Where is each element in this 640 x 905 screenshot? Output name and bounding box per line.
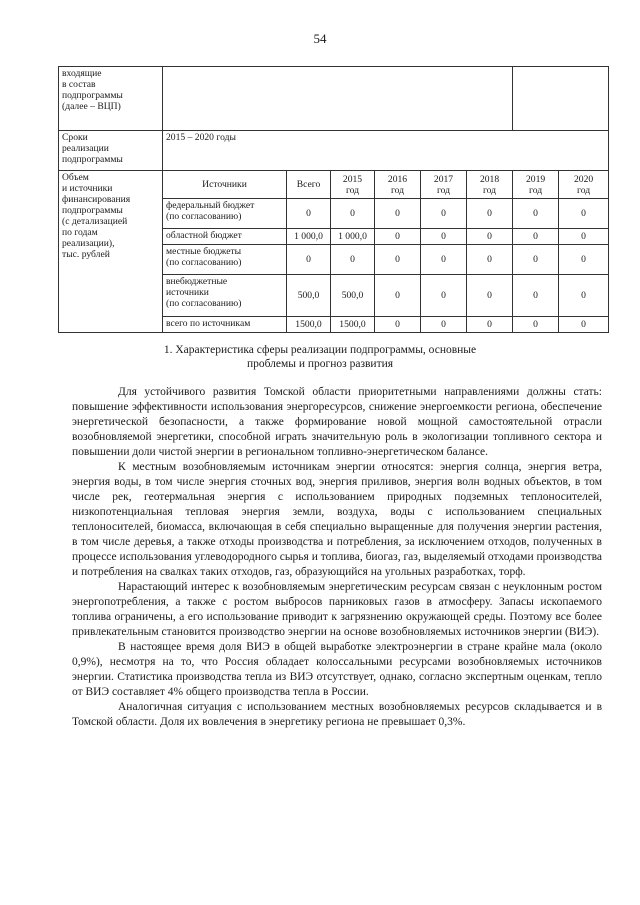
- header-sources: Источники: [163, 171, 287, 199]
- table-cell: 0: [559, 275, 609, 317]
- table-cell: 1 000,0: [331, 229, 375, 245]
- table-cell: 0: [559, 317, 609, 333]
- table-cell: 0: [287, 199, 331, 229]
- page-number: 54: [313, 31, 327, 46]
- source-label: местные бюджеты (по согласованию): [163, 245, 287, 275]
- table-row-included: [59, 67, 609, 131]
- table-cell: 0: [331, 245, 375, 275]
- table-cell: 1 000,0: [287, 229, 331, 245]
- header-year: 2017 год: [421, 171, 467, 199]
- table-cell: 0: [421, 275, 467, 317]
- value-included: [163, 67, 513, 131]
- header-year: 2015 год: [331, 171, 375, 199]
- table-cell: 0: [375, 317, 421, 333]
- table-cell: 0: [467, 275, 513, 317]
- table-cell: 0: [559, 229, 609, 245]
- paragraph: Аналогичная ситуация с использованием местных возобновляемых ресурсов складывается и в Томской области. Доля их вовлечения в энергетику региона не превышает 0,3%.: [72, 701, 602, 728]
- table-cell: 0: [513, 275, 559, 317]
- source-label: внебюджетные источники (по согласованию): [163, 275, 287, 317]
- value-included-extra: [513, 67, 609, 131]
- table-cell: 0: [467, 245, 513, 275]
- header-year: 2019 год: [513, 171, 559, 199]
- table-cell: 0: [375, 245, 421, 275]
- table-cell: 0: [375, 275, 421, 317]
- table-cell: 0: [421, 317, 467, 333]
- paragraph: Для устойчивого развития Томской области приоритетными направлениями должны стать: повышение эффективности использования энергоресурсов, снижение энергоемкости региона, обеспечение энергетической безопасности, а также формирование новой мощной самостоятельной отрасли возобновляемой энергетики, способной играть значительную роль в экологизации топливного сектора и повышении доли чистой энергии в региональном топливно-энергетическом балансе.: [72, 386, 602, 458]
- label-funding: Объем и источники финансирования подпрограммы (с детализацией по годам реализации), тыс. рублей: [59, 171, 163, 333]
- table-cell: 1500,0: [331, 317, 375, 333]
- table-cell: 0: [513, 317, 559, 333]
- header-year: 2018 год: [467, 171, 513, 199]
- header-year: 2020 год: [559, 171, 609, 199]
- table-cell: 0: [375, 229, 421, 245]
- table-cell: 0: [467, 229, 513, 245]
- table-cell: 500,0: [287, 275, 331, 317]
- paragraph: К местным возобновляемым источникам энергии относятся: энергия солнца, энергия ветра, энергия воды, в том числе энергия сточных вод, энергия приливов, энергия волн водных объектов, в том числе рек, геотермальная энергия с использованием природных подземных теплоносителей, низкопотенциальная тепловая энергия земли, воздуха, воды с использованием специальных теплоносителей, биомасса, включающая в себя специально выращенные для получения энергии растения, в том числе деревья, а также отходы производства и потребления, за исключением отходов, полученных в процессе использования углеводородного сырья и топлива, биогаз, газ, выделяемый отходами производства и потребления на свалках таких отходов, газ, образующийся на угольных разработках, торф.: [72, 461, 602, 578]
- section-body: [72, 385, 602, 730]
- table-cell: 0: [559, 199, 609, 229]
- table-cell: 0: [467, 199, 513, 229]
- value-terms: 2015 – 2020 годы: [163, 131, 609, 171]
- table-cell: 0: [375, 199, 421, 229]
- header-total: Всего: [287, 171, 331, 199]
- table-cell: 1500,0: [287, 317, 331, 333]
- source-label: федеральный бюджет (по согласованию): [163, 199, 287, 229]
- table-cell: 0: [513, 245, 559, 275]
- paragraph: Нарастающий интерес к возобновляемым энергетическим ресурсам связан с неуклонным ростом энергопотребления, а также с ростом выбросов парниковых газов в атмосферу. Запасы ископаемого топлива ограничены, а его использование приводит к загрязнению окружающей среды. Поэтому все более привлекательным становится производство энергии на основе возобновляемых источников энергии (ВИЭ).: [72, 581, 602, 638]
- table-cell: 0: [513, 199, 559, 229]
- paragraph: В настоящее время доля ВИЭ в общей выработке электроэнергии в стране крайне мала (около 0,9%), несмотря на то, что Россия обладает колоссальными ресурсами возобновляемых источников энергии. Статистика производства тепла из ВИЭ отсутствует, однако, согласно экспертным оценкам, тепло от ВИЭ составляет 4% общего производства тепла в России.: [72, 641, 602, 698]
- source-label: областной бюджет: [163, 229, 287, 245]
- table-cell: 0: [467, 317, 513, 333]
- label-included: входящие в состав подпрограммы (далее – ВЦП): [59, 67, 163, 131]
- table-cell: 0: [513, 229, 559, 245]
- source-label: всего по источникам: [163, 317, 287, 333]
- label-terms: Сроки реализации подпрограммы: [59, 131, 163, 171]
- table-cell: 0: [559, 245, 609, 275]
- header-year: 2016 год: [375, 171, 421, 199]
- table-cell: 500,0: [331, 275, 375, 317]
- section-heading: 1. Характеристика сферы реализации подпрограммы, основные проблемы и прогноз развития: [163, 344, 477, 370]
- table-row-terms: [59, 131, 609, 171]
- table-cell: 0: [421, 199, 467, 229]
- table-cell: 0: [331, 199, 375, 229]
- table-row-funding-header: [59, 171, 609, 199]
- table-cell: 0: [287, 245, 331, 275]
- table-cell: 0: [421, 245, 467, 275]
- subprogram-passport-table: [58, 66, 609, 333]
- table-cell: 0: [421, 229, 467, 245]
